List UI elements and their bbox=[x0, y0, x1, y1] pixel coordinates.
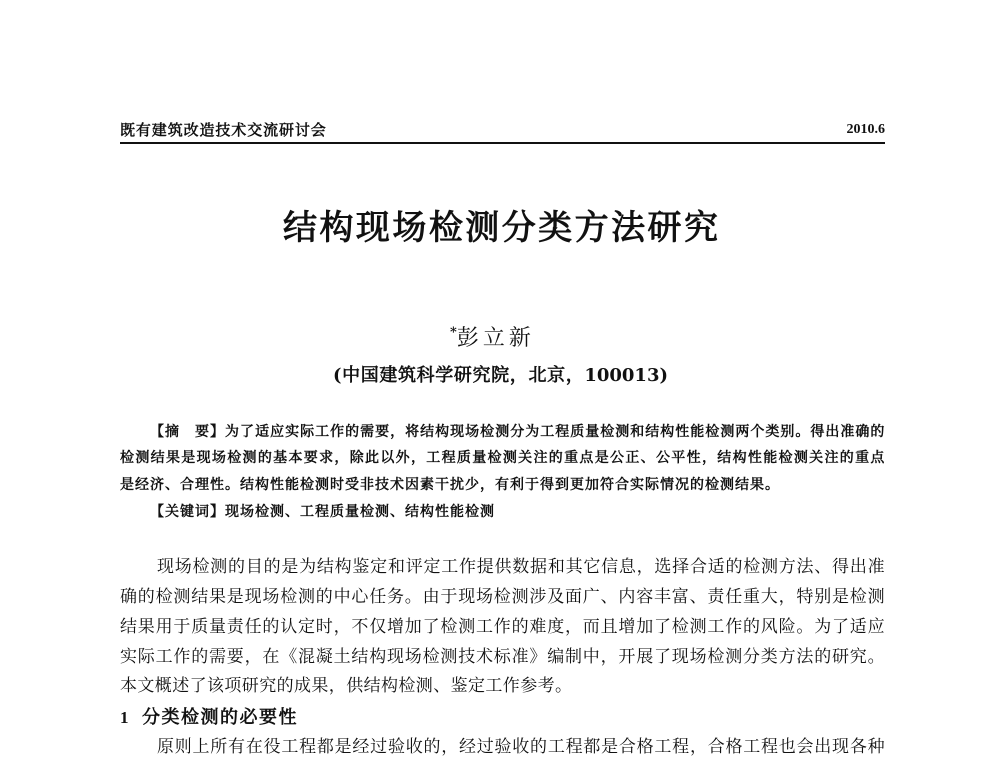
author bbox=[450, 318, 535, 351]
keywords-label: 【关键词】 bbox=[150, 504, 225, 520]
body-line: 现场检测的目的是为结构鉴定和评定工作提供数据和其它信息，选择合适的检测方法、得出准 bbox=[157, 557, 885, 577]
header-rule bbox=[120, 142, 885, 144]
keywords-text: 现场检测、工程质量检测、结构性能检测 bbox=[225, 504, 495, 520]
body-line: 结果用于质量责任的认定时，不仅增加了检测工作的难度，而且增加了检测工作的风险。为了适应 bbox=[120, 617, 885, 637]
keywords-line bbox=[150, 502, 885, 522]
section-number: 1 bbox=[120, 708, 129, 727]
author-footnote-marker: * bbox=[450, 325, 457, 340]
author-name: 彭立新 bbox=[456, 326, 535, 351]
author-affiliation: (中国建筑科学研究院，北京，100013) bbox=[333, 365, 668, 386]
abstract-label: 【摘 要】 bbox=[150, 424, 226, 440]
abstract-line bbox=[150, 422, 885, 442]
abstract-line: 是经济、合理性。结构性能检测时受非技术因素干扰少，有利于得到更加符合实际情况的检测结果。 bbox=[120, 477, 780, 493]
section-heading bbox=[120, 706, 298, 730]
body-line: 确的检测结果是现场检测的中心任务。由于现场检测涉及面广、内容丰富、责任重大，特别是检测 bbox=[120, 587, 885, 607]
abstract-line: 检测结果是现场检测的基本要求，除此以外，工程质量检测关注的重点是公正、公平性，结构性能检测关注的重点 bbox=[120, 450, 885, 466]
running-header-conference: 既有建筑改造技术交流研讨会 bbox=[120, 121, 327, 139]
body-line: 原则上所有在役工程都是经过验收的，经过验收的工程都是合格工程，合格工程也会出现各种 bbox=[157, 737, 885, 757]
body-line: 实际工作的需要，在《混凝土结构现场检测技术标准》编制中，开展了现场检测分类方法的研究。 bbox=[120, 647, 885, 667]
running-header-date: 2010.6 bbox=[846, 122, 885, 137]
section-title: 分类检测的必要性 bbox=[142, 707, 298, 728]
paper-title: 结构现场检测分类方法研究 bbox=[283, 208, 718, 248]
abstract-text: 为了适应实际工作的需要，将结构现场检测分为工程质量检测和结构性能检测两个类别。得出准确的 bbox=[225, 424, 885, 440]
body-line: 本文概述了该项研究的成果，供结构检测、鉴定工作参考。 bbox=[120, 676, 573, 696]
